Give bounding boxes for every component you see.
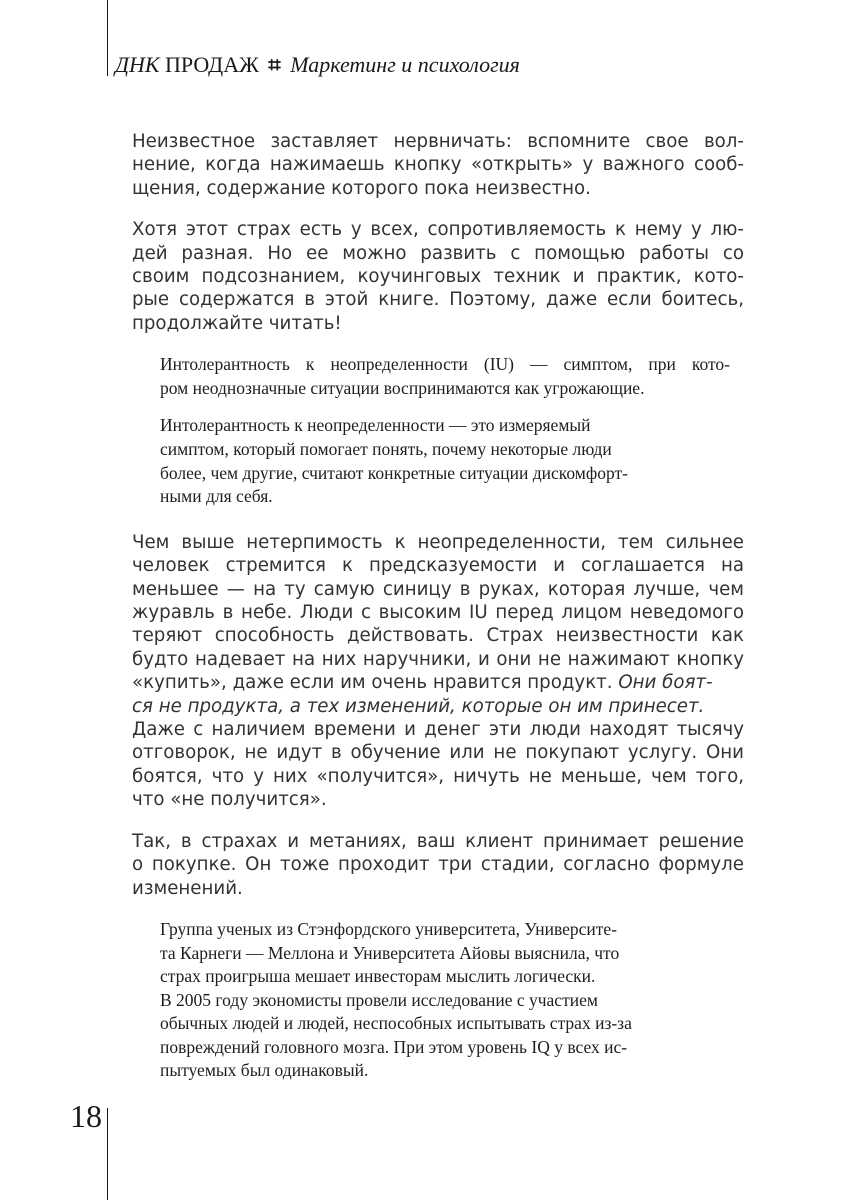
text-line: отговорок, не идут в обучение или не покупают услугу. Они	[132, 742, 744, 764]
quote-line: Интолерантность к неопределенности (IU) — симптом, при кото-	[160, 354, 730, 375]
quote-line: пытуемых был одинаковый.	[160, 1060, 369, 1081]
paragraph-4	[132, 830, 744, 900]
text-line: будто надевает на них наручники, и они не нажимают кнопку	[132, 648, 744, 670]
header-brand-2: ПРОДАЖ	[165, 52, 259, 77]
page-number: 18	[70, 1098, 102, 1134]
header-subtitle: Маркетинг и психология	[290, 52, 520, 77]
quote-line: повреждений головного мозга. При этом уровень IQ у всех ис-	[160, 1036, 628, 1057]
paragraph-2	[132, 218, 744, 335]
paragraph-3	[132, 531, 744, 812]
text-line: рые содержатся в этой книге. Поэтому, даже если боитесь,	[132, 289, 744, 311]
quote-block-2	[160, 414, 730, 508]
text-line: человек стремится к предсказуемости и соглашается на	[132, 555, 744, 577]
quote-line: ром неоднозначные ситуации воспринимаются как угрожающие.	[160, 377, 645, 398]
quote-line: та Карнеги — Меллона и Университета Айовы выяснила, что	[160, 942, 620, 963]
text-line	[132, 671, 744, 694]
header-brand: ДНК	[115, 52, 160, 77]
text-line: изменений.	[132, 877, 243, 899]
text-line: продолжайте читать!	[132, 312, 342, 334]
text-fragment: «купить», даже если им очень нравится продукт.	[132, 672, 613, 694]
text-line: боятся, что у них «получится», ничуть не меньше, чем того,	[132, 765, 744, 787]
text-line: Даже с наличием времени и денег эти люди находят тысячу	[132, 719, 744, 741]
text-line: о покупке. Он тоже проходит три стадии, согласно формуле	[132, 854, 744, 876]
text-line: журавль в небе. Люди с высоким IU перед лицом неведомого	[132, 602, 744, 624]
text-line: нение, когда нажимаешь кнопку «открыть» у важного сооб-	[132, 154, 744, 176]
quote-line: более, чем другие, считают конкретные ситуации дискомфорт-	[160, 462, 628, 483]
text-line: щения, содержание которого пока неизвестно.	[132, 177, 591, 199]
quote-block-1	[160, 353, 730, 400]
text-line: Так, в страхах и метаниях, ваш клиент принимает решение	[132, 830, 744, 852]
quote-block-3	[160, 918, 730, 1083]
bottom-margin-rule	[107, 1108, 108, 1200]
text-line: что «не получится».	[132, 789, 327, 811]
italic-line: ся не продукта, а тех изменений, которые он им принесет.	[132, 695, 705, 717]
page-body	[132, 130, 744, 1097]
quote-line: симптом, который помогает понять, почему некоторые люди	[160, 439, 612, 460]
text-line: Чем выше нетерпимость к неопределенности, тем сильнее	[132, 531, 744, 553]
quote-line: страх проигрыша мешает инвесторам мыслить логически.	[160, 966, 596, 987]
header-separator-icon: ⌗	[268, 52, 281, 77]
running-header	[115, 52, 520, 78]
text-line: меньшее — на ту самую синицу в руках, которая лучше, чем	[132, 578, 744, 600]
quote-line: Группа ученых из Стэнфордского университета, Университе-	[160, 918, 618, 939]
text-line: Неизвестное заставляет нервничать: вспомните свое вол-	[132, 131, 744, 152]
quote-line: В 2005 году экономисты провели исследование с участием	[160, 989, 598, 1010]
quote-line: ными для себя.	[160, 486, 273, 507]
italic-fragment: Они боят-	[612, 672, 713, 694]
quote-line: обычных людей и людей, неспособных испытывать страх из-за	[160, 1013, 632, 1034]
quote-line: Интолерантность к неопределенности — это измеряемый	[160, 415, 591, 436]
text-line: Хотя этот страх есть у всех, сопротивляемость к нему у лю-	[132, 219, 744, 241]
text-line: теряют способность действовать. Страх неизвестности как	[132, 625, 744, 647]
paragraph-1	[132, 130, 744, 200]
text-line: дей разная. Но ее можно развить с помощью работы со	[132, 242, 744, 264]
top-margin-rule	[107, 0, 108, 76]
text-line: своим подсознанием, коучинговых техник и практик, кото-	[132, 266, 744, 288]
